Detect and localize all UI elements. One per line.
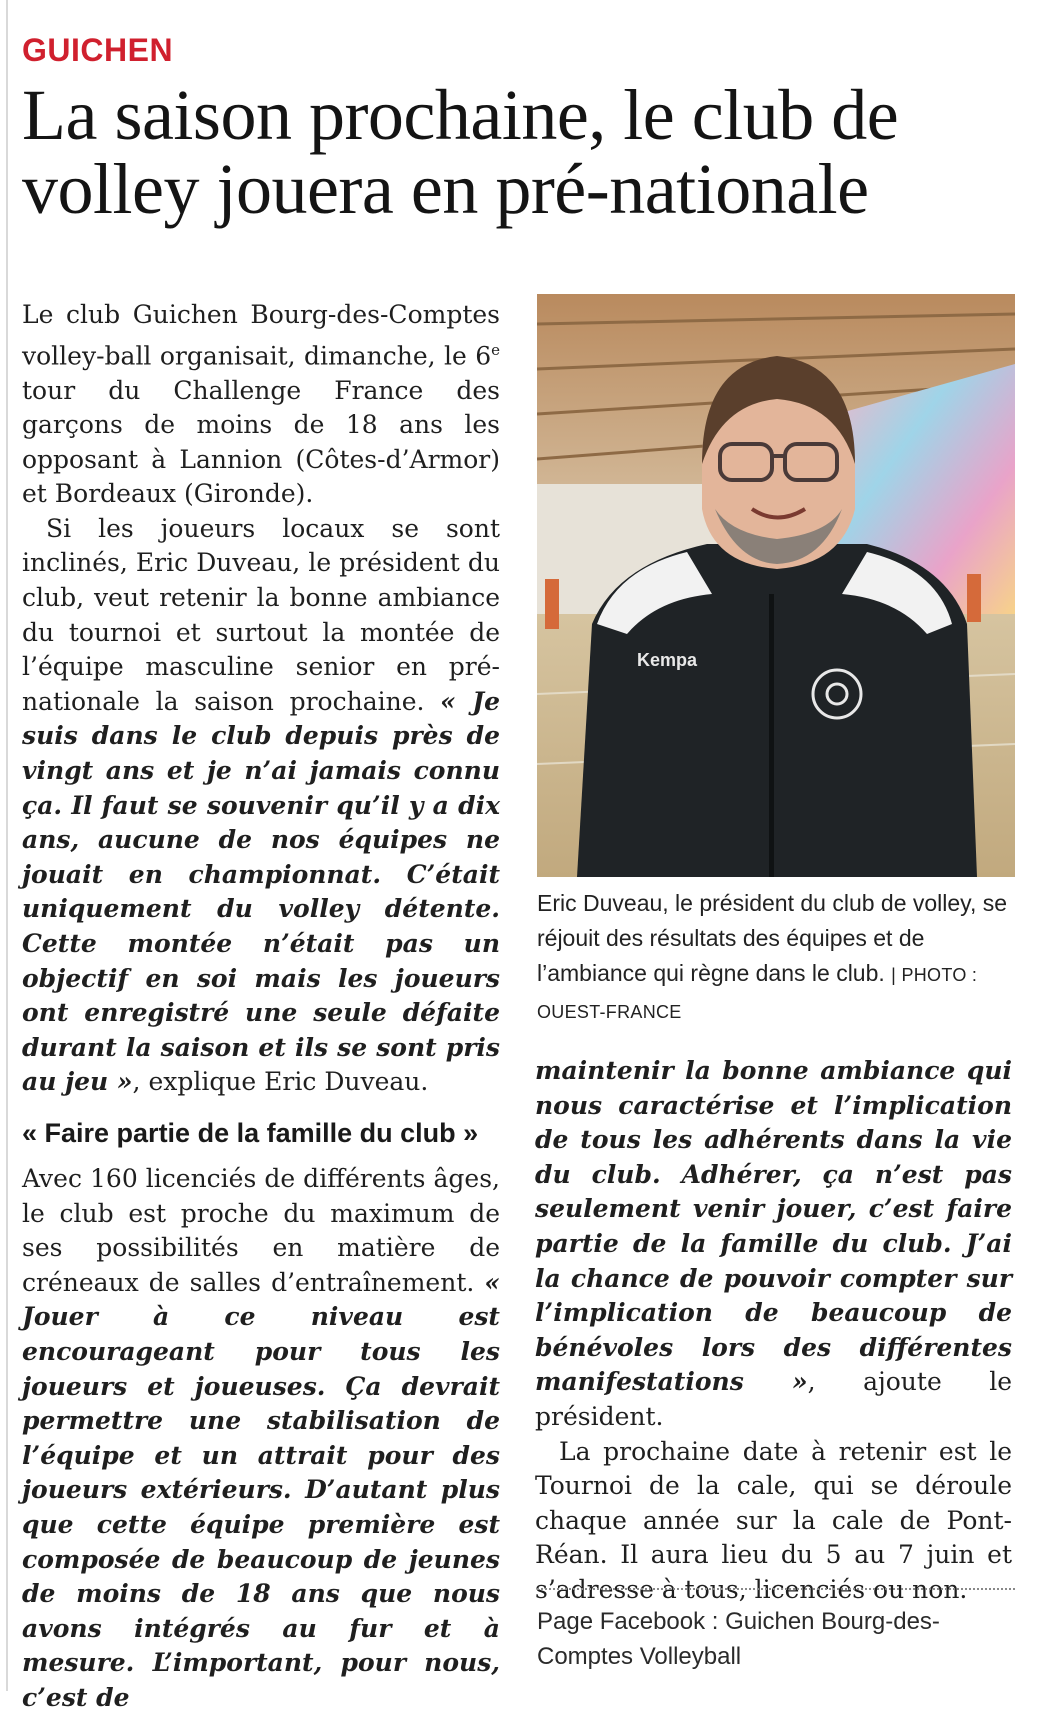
article-photo: [537, 294, 1015, 877]
article-body-left: [22, 298, 500, 1715]
section-kicker: GUICHEN: [22, 32, 174, 68]
photo-caption: Eric Duveau, le président du club de volley, se réjouit des résultats des équipes et de l’ambiance qui règne dans le club. | PHOTO : OUEST-FRANCE: [537, 890, 1008, 1022]
facebook-note: Page Facebook : Guichen Bourg-des-Comptes Volleyball: [537, 1608, 940, 1670]
president-quote-2: « Jouer à ce niveau est encourageant pour tous les joueurs et joueuses. Ça devrait permettre une stabilisation de l’équipe et un attrait pour des joueurs extérieurs. D’autant plus que cette équipe première est composée de beaucoup de jeunes de moins de 18 ans que nous avons intégrés au fur et à mesure. L’important, pour nous, c’est de: [22, 1267, 500, 1712]
column-divider: [6, 0, 8, 1691]
ordinal-superscript: e: [491, 340, 500, 359]
article-subhead: « Faire partie de la famille du club »: [22, 1117, 479, 1148]
president-quote-3: maintenir la bonne ambiance qui nous caractérise et l’implication de tous les adhérents dans la vie du club. Adhérer, ça n’est pas seulement venir jouer, c’est faire partie de la famille du club. J’ai la chance de pouvoir compter sur l’implication de beaucoup de bénévoles lors des différentes manifestations »: [535, 1056, 1012, 1397]
president-quote: « Je suis dans le club depuis près de vingt ans et je n’ai jamais connu ça. Il faut se souvenir qu’il y a dix ans, aucune de nos équipes ne jouait en championnat. C’était uniquement du volley détente. Cette montée n’était pas un objectif en soi mais les joueurs ont enregistré une seule défaite durant la saison et ils se sont pris au jeu »: [22, 686, 500, 1097]
paragraph-intro: Le club Guichen Bourg-des-Comptes volley-ball organisait, dimanche, le 6e tour du Challenge France des garçons de moins de 18 ans les opposant à Lannion (Côtes-d’Armor) et Bordeaux (Gironde).: [22, 300, 500, 509]
photo-credit: | PHOTO : OUEST-FRANCE: [537, 965, 978, 1022]
dotted-separator: [537, 1588, 1015, 1590]
article-body-right: [535, 1054, 1012, 1608]
article-headline: La saison prochaine, le club de volley jouera en pré-nationale: [22, 75, 899, 229]
paragraph-licencies: Avec 160 licenciés de différents âges, le club est proche du maximum de ses possibilités en matière de créneaux de salles d’entraînement. « Jouer à ce niveau est encourageant pour tous les joueurs et joueuses. Ça devrait permettre une stabilisation de l’équipe et un attrait pour des joueurs extérieurs. D’autant plus que cette équipe première est composée de beaucoup de jeunes de moins de 18 ans que nous avons intégrés au fur et à mesure. L’important, pour nous, c’est de: [22, 1163, 500, 1712]
paragraph-tournoi: La prochaine date à retenir est le Tournoi de la cale, qui se déroule chaque année sur la cale de Pont-Réan. Il aura lieu du 5 au 7 juin et s’adresse à tous, licenciés ou non.: [535, 1436, 1012, 1604]
paragraph-president: Si les joueurs locaux se sont inclinés, Eric Duveau, le président du club, veut retenir la bonne ambiance du tournoi et surtout la montée de l’équipe masculine senior en pré-nationale la saison prochaine. « Je suis dans le club depuis près de vingt ans et je n’ai jamais connu ça. Il faut se souvenir qu’il y a dix ans, aucune de nos équipes ne jouait en championnat. C’était uniquement du volley détente. Cette montée n’était pas un objectif en soi mais les joueurs ont enregistré une seule défaite durant la saison et ils se sont pris au jeu », explique Eric Duveau.: [22, 513, 500, 1097]
paragraph-quote-continued: maintenir la bonne ambiance qui nous caractérise et l’implication de tous les adhérents dans la vie du club. Adhérer, ça n’est pas seulement venir jouer, c’est faire partie de la famille du club. J’ai la chance de pouvoir compter sur l’implication de beaucoup de bénévoles lors des différentes manifestations », ajoute le président.: [535, 1056, 1013, 1431]
jacket-brand-text: Kempa: [637, 650, 698, 670]
